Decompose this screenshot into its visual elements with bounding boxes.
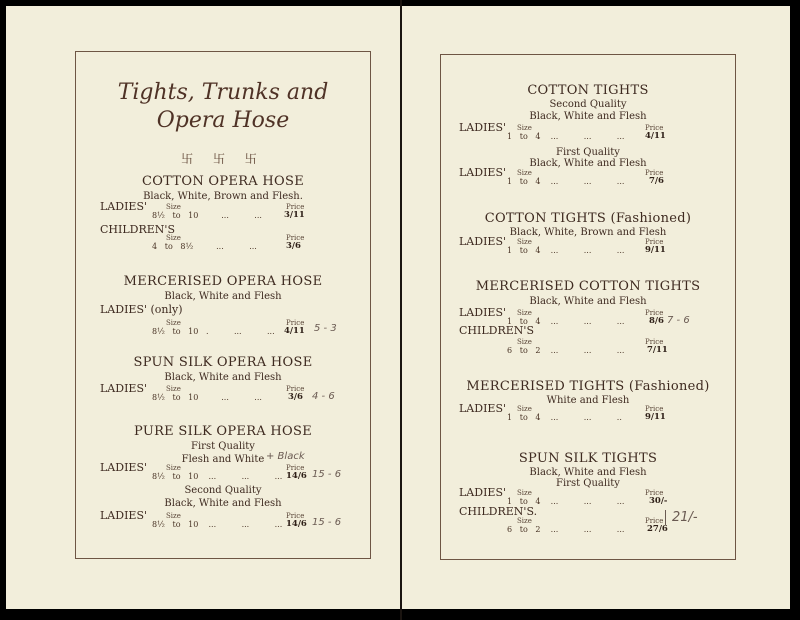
category-label: LADIES'	[459, 486, 507, 499]
price-value: 9/11	[645, 412, 666, 422]
size-range: 6 to 2 ... ... ...	[507, 346, 625, 355]
price-value: 3/6	[286, 241, 301, 251]
section-heading: COTTON OPERA HOSE	[141, 174, 305, 189]
size-label: Size	[166, 203, 181, 211]
size-label: Size	[166, 464, 181, 472]
page-title-line-2: Opera Hose	[156, 108, 290, 133]
section-subheading: Black, White and Flesh	[164, 372, 282, 383]
section-subheading: Black, White and Flesh	[529, 296, 647, 307]
price-label: Price	[645, 405, 664, 413]
swastika-ornament-icon: 卐 卐 卐	[181, 152, 265, 166]
price-label: Price	[645, 124, 664, 132]
size-label: Size	[517, 489, 532, 497]
size-range: 1 to 4 ... ... ..	[507, 413, 622, 422]
category-label: LADIES'	[459, 306, 507, 319]
price-value: 7/6	[649, 176, 664, 186]
category-label: LADIES'	[100, 382, 148, 395]
category-label: CHILDREN'S	[459, 324, 534, 337]
size-label: Size	[517, 309, 532, 317]
size-label: Size	[517, 124, 532, 132]
size-range: 1 to 4 ... ... ...	[507, 317, 625, 326]
category-label: LADIES'	[459, 121, 507, 134]
handwritten-annotation: 4 - 6	[312, 391, 335, 402]
price-value: 8/6	[649, 316, 664, 326]
handwritten-annotation: 15 - 6	[312, 469, 342, 480]
size-range: 8½ to 10 ... ... ...	[152, 472, 283, 481]
category-label: CHILDREN'S	[100, 223, 175, 236]
section-subheading: Black, White and Flesh	[529, 467, 647, 478]
handwritten-annotation: 5 - 3	[314, 323, 337, 334]
size-range: 8½ to 10 ... ...	[152, 393, 262, 402]
size-range: 1 to 4 ... ... ...	[507, 246, 625, 255]
price-label: Price	[286, 234, 305, 242]
right-page	[402, 6, 790, 609]
size-label: Size	[517, 238, 532, 246]
size-range: 6 to 2 ... ... ...	[507, 525, 625, 534]
price-label: Price	[286, 203, 305, 211]
left-page	[6, 6, 400, 609]
size-label: Size	[517, 405, 532, 413]
section-subheading: Black, White and Flesh	[164, 291, 282, 302]
section-heading: MERCERISED TIGHTS (Fashioned)	[466, 379, 710, 394]
category-label: LADIES'	[100, 200, 148, 213]
price-value: 14/6	[286, 471, 307, 481]
price-value: 7/11	[647, 345, 668, 355]
price-label: Price	[645, 238, 664, 246]
section-heading: COTTON TIGHTS (Fashioned)	[484, 211, 692, 226]
colour-description: Black, White and Flesh	[529, 111, 647, 122]
size-range: 8½ to 10 . ... ...	[152, 327, 275, 336]
category-label: LADIES'	[100, 461, 148, 474]
size-range: 1 to 4 ... ... ...	[507, 132, 625, 141]
size-label: Size	[166, 385, 181, 393]
size-range: 8½ to 10 ... ...	[152, 211, 262, 220]
price-value: 3/11	[284, 210, 305, 220]
size-range: 8½ to 10 ... ... ...	[152, 520, 283, 529]
category-label: LADIES' (only)	[100, 303, 183, 316]
category-label: LADIES'	[459, 166, 507, 179]
category-label: LADIES'	[459, 402, 507, 415]
colour-description: Flesh and White	[181, 454, 265, 465]
section-heading: SPUN SILK OPERA HOSE	[133, 355, 313, 370]
category-label: CHILDREN'S.	[459, 505, 538, 518]
price-value: 9/11	[645, 245, 666, 255]
colour-description: Black, White and Flesh	[529, 158, 647, 169]
left-page-border	[75, 51, 371, 559]
price-label: Price	[645, 489, 664, 497]
section-subheading: White and Flesh	[546, 395, 630, 406]
size-range: 1 to 4 ... ... ...	[507, 497, 625, 506]
size-label: Size	[517, 338, 532, 346]
price-value: 27/6	[647, 524, 668, 534]
handwritten-annotation: 21/-	[665, 510, 698, 525]
size-range: 4 to 8½ ... ...	[152, 242, 257, 251]
size-label: Size	[166, 319, 181, 327]
price-label: Price	[286, 319, 305, 327]
size-label: Size	[517, 517, 532, 525]
quality-label: First Quality	[556, 478, 620, 489]
category-label: LADIES'	[459, 235, 507, 248]
section-subheading: Black, White, Brown and Flesh	[509, 227, 667, 238]
price-label: Price	[645, 517, 664, 525]
quality-label: Second Quality	[184, 485, 262, 496]
quality-label: First Quality	[191, 441, 255, 452]
price-value: 4/11	[645, 131, 666, 141]
price-value: 30/-	[649, 496, 668, 506]
section-heading: MERCERISED COTTON TIGHTS	[475, 279, 701, 294]
price-label: Price	[286, 512, 305, 520]
section-subheading: Black, White, Brown and Flesh.	[143, 191, 303, 202]
size-range: 1 to 4 ... ... ...	[507, 177, 625, 186]
quality-label: First Quality	[556, 147, 620, 158]
page-title-line-1: Tights, Trunks and	[117, 80, 329, 105]
size-label: Size	[517, 169, 532, 177]
section-heading: MERCERISED OPERA HOSE	[123, 274, 323, 289]
price-label: Price	[645, 338, 664, 346]
section-heading: SPUN SILK TIGHTS	[518, 451, 658, 466]
price-label: Price	[286, 464, 305, 472]
size-label: Size	[166, 512, 181, 520]
quality-label: Second Quality	[549, 99, 627, 110]
handwritten-annotation: + Black	[266, 451, 305, 462]
section-heading: PURE SILK OPERA HOSE	[134, 424, 312, 439]
section-heading: COTTON TIGHTS	[527, 83, 649, 98]
handwritten-annotation: 7 - 6	[667, 315, 690, 326]
price-value: 3/6	[288, 392, 303, 402]
handwritten-annotation: 15 - 6	[312, 517, 342, 528]
size-label: Size	[166, 234, 181, 242]
colour-description: Black, White and Flesh	[164, 498, 282, 509]
price-value: 14/6	[286, 519, 307, 529]
right-page-border	[440, 54, 736, 560]
price-label: Price	[645, 169, 664, 177]
category-label: LADIES'	[100, 509, 148, 522]
price-value: 4/11	[284, 326, 305, 336]
price-label: Price	[286, 385, 305, 393]
price-label: Price	[645, 309, 664, 317]
